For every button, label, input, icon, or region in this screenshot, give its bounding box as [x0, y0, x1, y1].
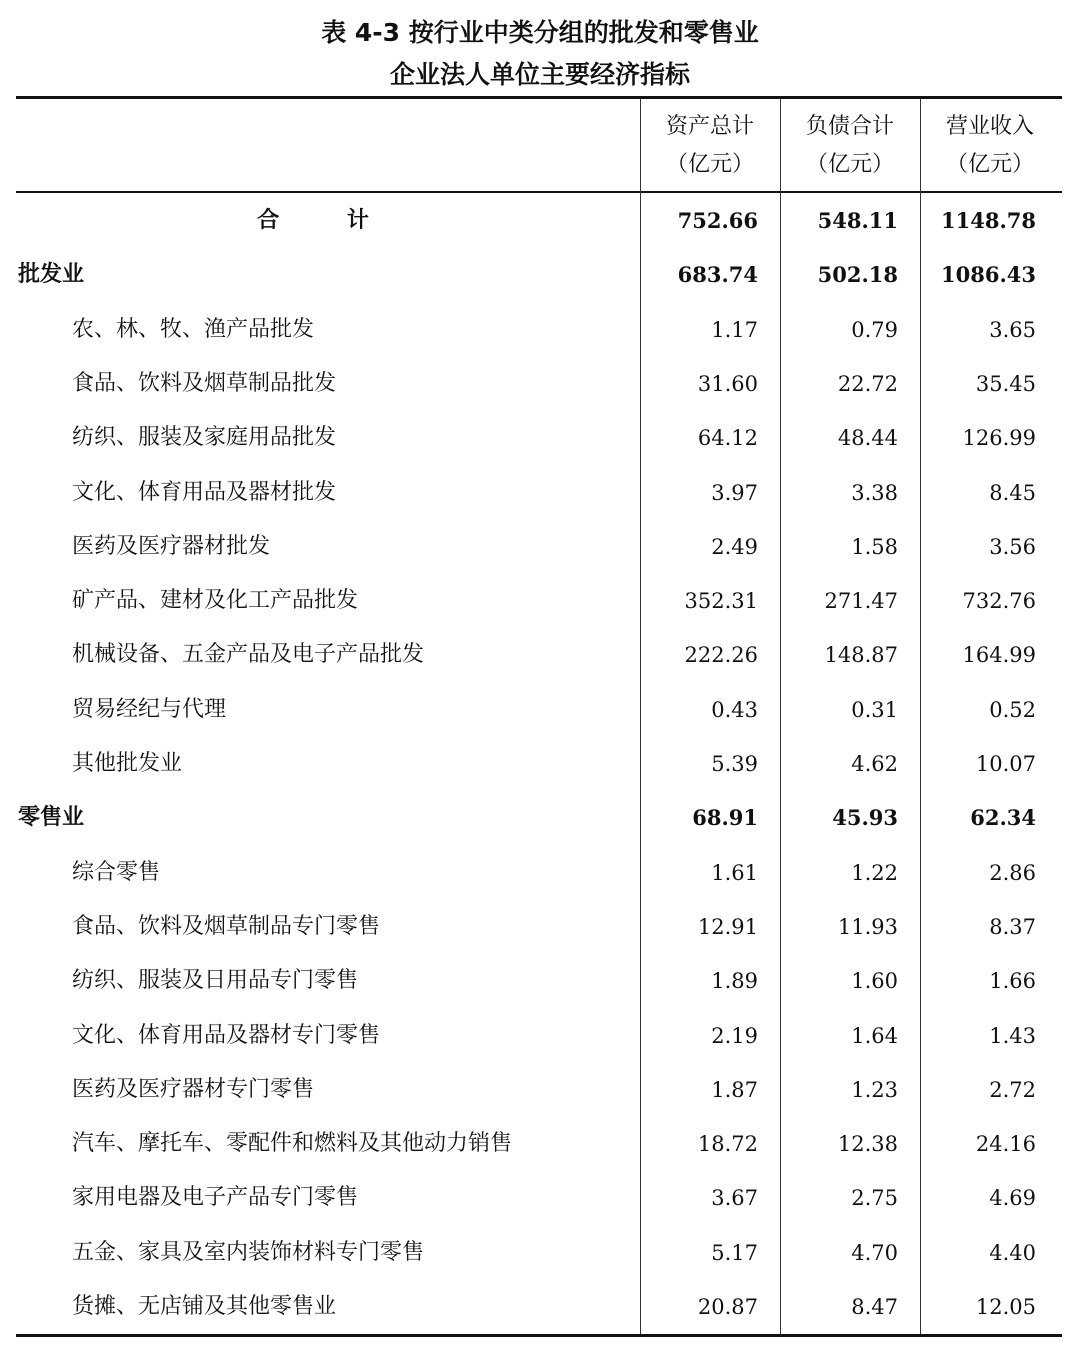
row-label: 食品、饮料及烟草制品专门零售 — [72, 913, 381, 939]
table-row — [16, 1009, 1062, 1063]
cell-revenue: 1086.43 — [941, 262, 1036, 288]
cell-assets: 2.49 — [711, 534, 758, 559]
table-row — [16, 411, 1062, 465]
row-label: 家用电器及电子产品专门零售 — [72, 1185, 359, 1211]
cell-liabilities: 0.79 — [851, 317, 898, 342]
cell-revenue: 126.99 — [962, 426, 1036, 451]
cell-assets: 2.19 — [711, 1023, 758, 1048]
cell-assets: 18.72 — [697, 1132, 758, 1157]
table-total-row — [16, 194, 1062, 248]
column-header-revenue — [920, 108, 1060, 184]
table-title: 表 4-3 按行业中类分组的批发和零售业 — [321, 18, 759, 47]
cell-liabilities: 1.58 — [851, 534, 898, 559]
cell-revenue: 4.40 — [989, 1240, 1036, 1265]
column-header-unit: （亿元） — [665, 152, 754, 177]
column-header-name: 资产总计 — [665, 114, 754, 139]
cell-liabilities: 12.38 — [837, 1132, 898, 1157]
cell-assets: 683.74 — [677, 262, 758, 288]
column-header-liabilities — [780, 108, 920, 184]
cell-assets: 3.97 — [711, 480, 758, 505]
table-subtitle: 企业法人单位主要经济指标 — [389, 60, 690, 89]
cell-assets: 0.43 — [711, 697, 758, 722]
cell-revenue: 1.66 — [989, 969, 1036, 994]
cell-revenue: 2.72 — [989, 1077, 1036, 1102]
cell-assets: 20.87 — [697, 1295, 758, 1319]
cell-revenue: 62.34 — [970, 805, 1036, 831]
cell-assets: 222.26 — [684, 643, 758, 668]
cell-liabilities: 548.11 — [817, 208, 898, 233]
row-label: 货摊、无店铺及其他零售业 — [72, 1294, 337, 1319]
bottom-rule — [16, 1334, 1062, 1337]
row-label: 零售业 — [18, 805, 85, 831]
row-label: 文化、体育用品及器材批发 — [72, 479, 337, 505]
table-row — [16, 900, 1062, 954]
cell-revenue: 24.16 — [975, 1132, 1036, 1157]
row-label: 机械设备、五金产品及电子产品批发 — [72, 642, 425, 668]
table-row — [16, 1171, 1062, 1225]
cell-revenue: 10.07 — [975, 752, 1036, 776]
cell-revenue: 164.99 — [962, 643, 1036, 668]
row-label: 医药及医疗器材专门零售 — [72, 1076, 315, 1102]
cell-liabilities: 22.72 — [837, 371, 898, 396]
row-label: 纺织、服装及家庭用品批发 — [72, 425, 337, 451]
cell-assets: 1.61 — [711, 860, 758, 885]
cell-revenue: 732.76 — [962, 589, 1036, 614]
table-row — [16, 1117, 1062, 1171]
row-label: 食品、饮料及烟草制品批发 — [72, 370, 337, 396]
cell-assets: 5.17 — [711, 1240, 758, 1265]
cell-revenue: 35.45 — [975, 371, 1036, 396]
cell-assets: 752.66 — [677, 208, 758, 233]
cell-liabilities: 1.23 — [851, 1077, 898, 1102]
cell-assets: 1.17 — [711, 317, 758, 342]
table-row — [16, 520, 1062, 574]
row-label: 批发业 — [18, 262, 85, 288]
cell-liabilities: 3.38 — [851, 480, 898, 505]
cell-liabilities: 48.44 — [837, 426, 898, 451]
row-label: 五金、家具及室内装饰材料专门零售 — [72, 1239, 425, 1265]
cell-liabilities: 1.64 — [851, 1023, 898, 1048]
cell-liabilities: 8.47 — [851, 1295, 898, 1319]
table-row — [16, 683, 1062, 737]
cell-assets: 352.31 — [684, 589, 758, 614]
table-row — [16, 1226, 1062, 1280]
cell-liabilities: 148.87 — [824, 643, 898, 668]
cell-revenue: 1148.78 — [941, 208, 1036, 233]
cell-liabilities: 271.47 — [824, 589, 898, 614]
top-rule — [16, 96, 1062, 99]
cell-assets: 68.91 — [692, 805, 758, 831]
cell-liabilities: 1.60 — [851, 969, 898, 994]
cell-assets: 5.39 — [711, 752, 758, 776]
row-label: 综合零售 — [72, 859, 161, 885]
row-label: 其他批发业 — [72, 751, 183, 776]
cell-liabilities: 1.22 — [851, 860, 898, 885]
cell-liabilities: 11.93 — [837, 914, 898, 939]
cell-revenue: 3.56 — [989, 534, 1036, 559]
cell-revenue: 3.65 — [989, 317, 1036, 342]
cell-revenue: 8.37 — [989, 914, 1036, 939]
cell-revenue: 4.69 — [989, 1186, 1036, 1211]
cell-assets: 12.91 — [697, 914, 758, 939]
column-header-unit: （亿元） — [805, 152, 894, 177]
row-label: 贸易经纪与代理 — [72, 696, 227, 722]
table-row — [16, 1063, 1062, 1117]
column-header-name: 营业收入 — [945, 114, 1034, 139]
row-label: 农、林、牧、渔产品批发 — [72, 316, 315, 342]
cell-revenue: 0.52 — [989, 697, 1036, 722]
cell-liabilities: 502.18 — [817, 262, 898, 288]
table-row — [16, 954, 1062, 1008]
column-header-name: 负债合计 — [805, 114, 894, 139]
table-row — [16, 1280, 1062, 1334]
row-label: 汽车、摩托车、零配件和燃料及其他动力销售 — [72, 1131, 513, 1157]
cell-assets: 64.12 — [697, 426, 758, 451]
table-row — [16, 628, 1062, 682]
cell-revenue: 12.05 — [975, 1295, 1036, 1319]
row-label: 医药及医疗器材批发 — [72, 533, 271, 559]
cell-liabilities: 4.70 — [851, 1240, 898, 1265]
column-header-unit: （亿元） — [945, 152, 1034, 177]
cell-assets: 1.89 — [711, 969, 758, 994]
row-label: 纺织、服装及日用品专门零售 — [72, 968, 359, 994]
cell-revenue: 1.43 — [989, 1023, 1036, 1048]
table-row — [16, 303, 1062, 357]
cell-liabilities: 45.93 — [832, 805, 898, 831]
table-group-row — [16, 791, 1062, 845]
cell-assets: 3.67 — [711, 1186, 758, 1211]
row-label: 文化、体育用品及器材专门零售 — [72, 1022, 381, 1048]
table-row — [16, 574, 1062, 628]
cell-liabilities: 4.62 — [851, 752, 898, 776]
row-label: 合 计 — [257, 208, 399, 233]
table-row — [16, 466, 1062, 520]
cell-assets: 31.60 — [697, 371, 758, 396]
row-label: 矿产品、建材及化工产品批发 — [72, 588, 359, 614]
cell-assets: 1.87 — [711, 1077, 758, 1102]
column-header-assets — [640, 108, 780, 184]
table-row — [16, 737, 1062, 791]
table-group-row — [16, 248, 1062, 302]
table-row — [16, 357, 1062, 411]
table-row — [16, 846, 1062, 900]
cell-revenue: 2.86 — [989, 860, 1036, 885]
header-rule — [16, 191, 1062, 193]
cell-liabilities: 0.31 — [851, 697, 898, 722]
cell-liabilities: 2.75 — [851, 1186, 898, 1211]
cell-revenue: 8.45 — [989, 480, 1036, 505]
